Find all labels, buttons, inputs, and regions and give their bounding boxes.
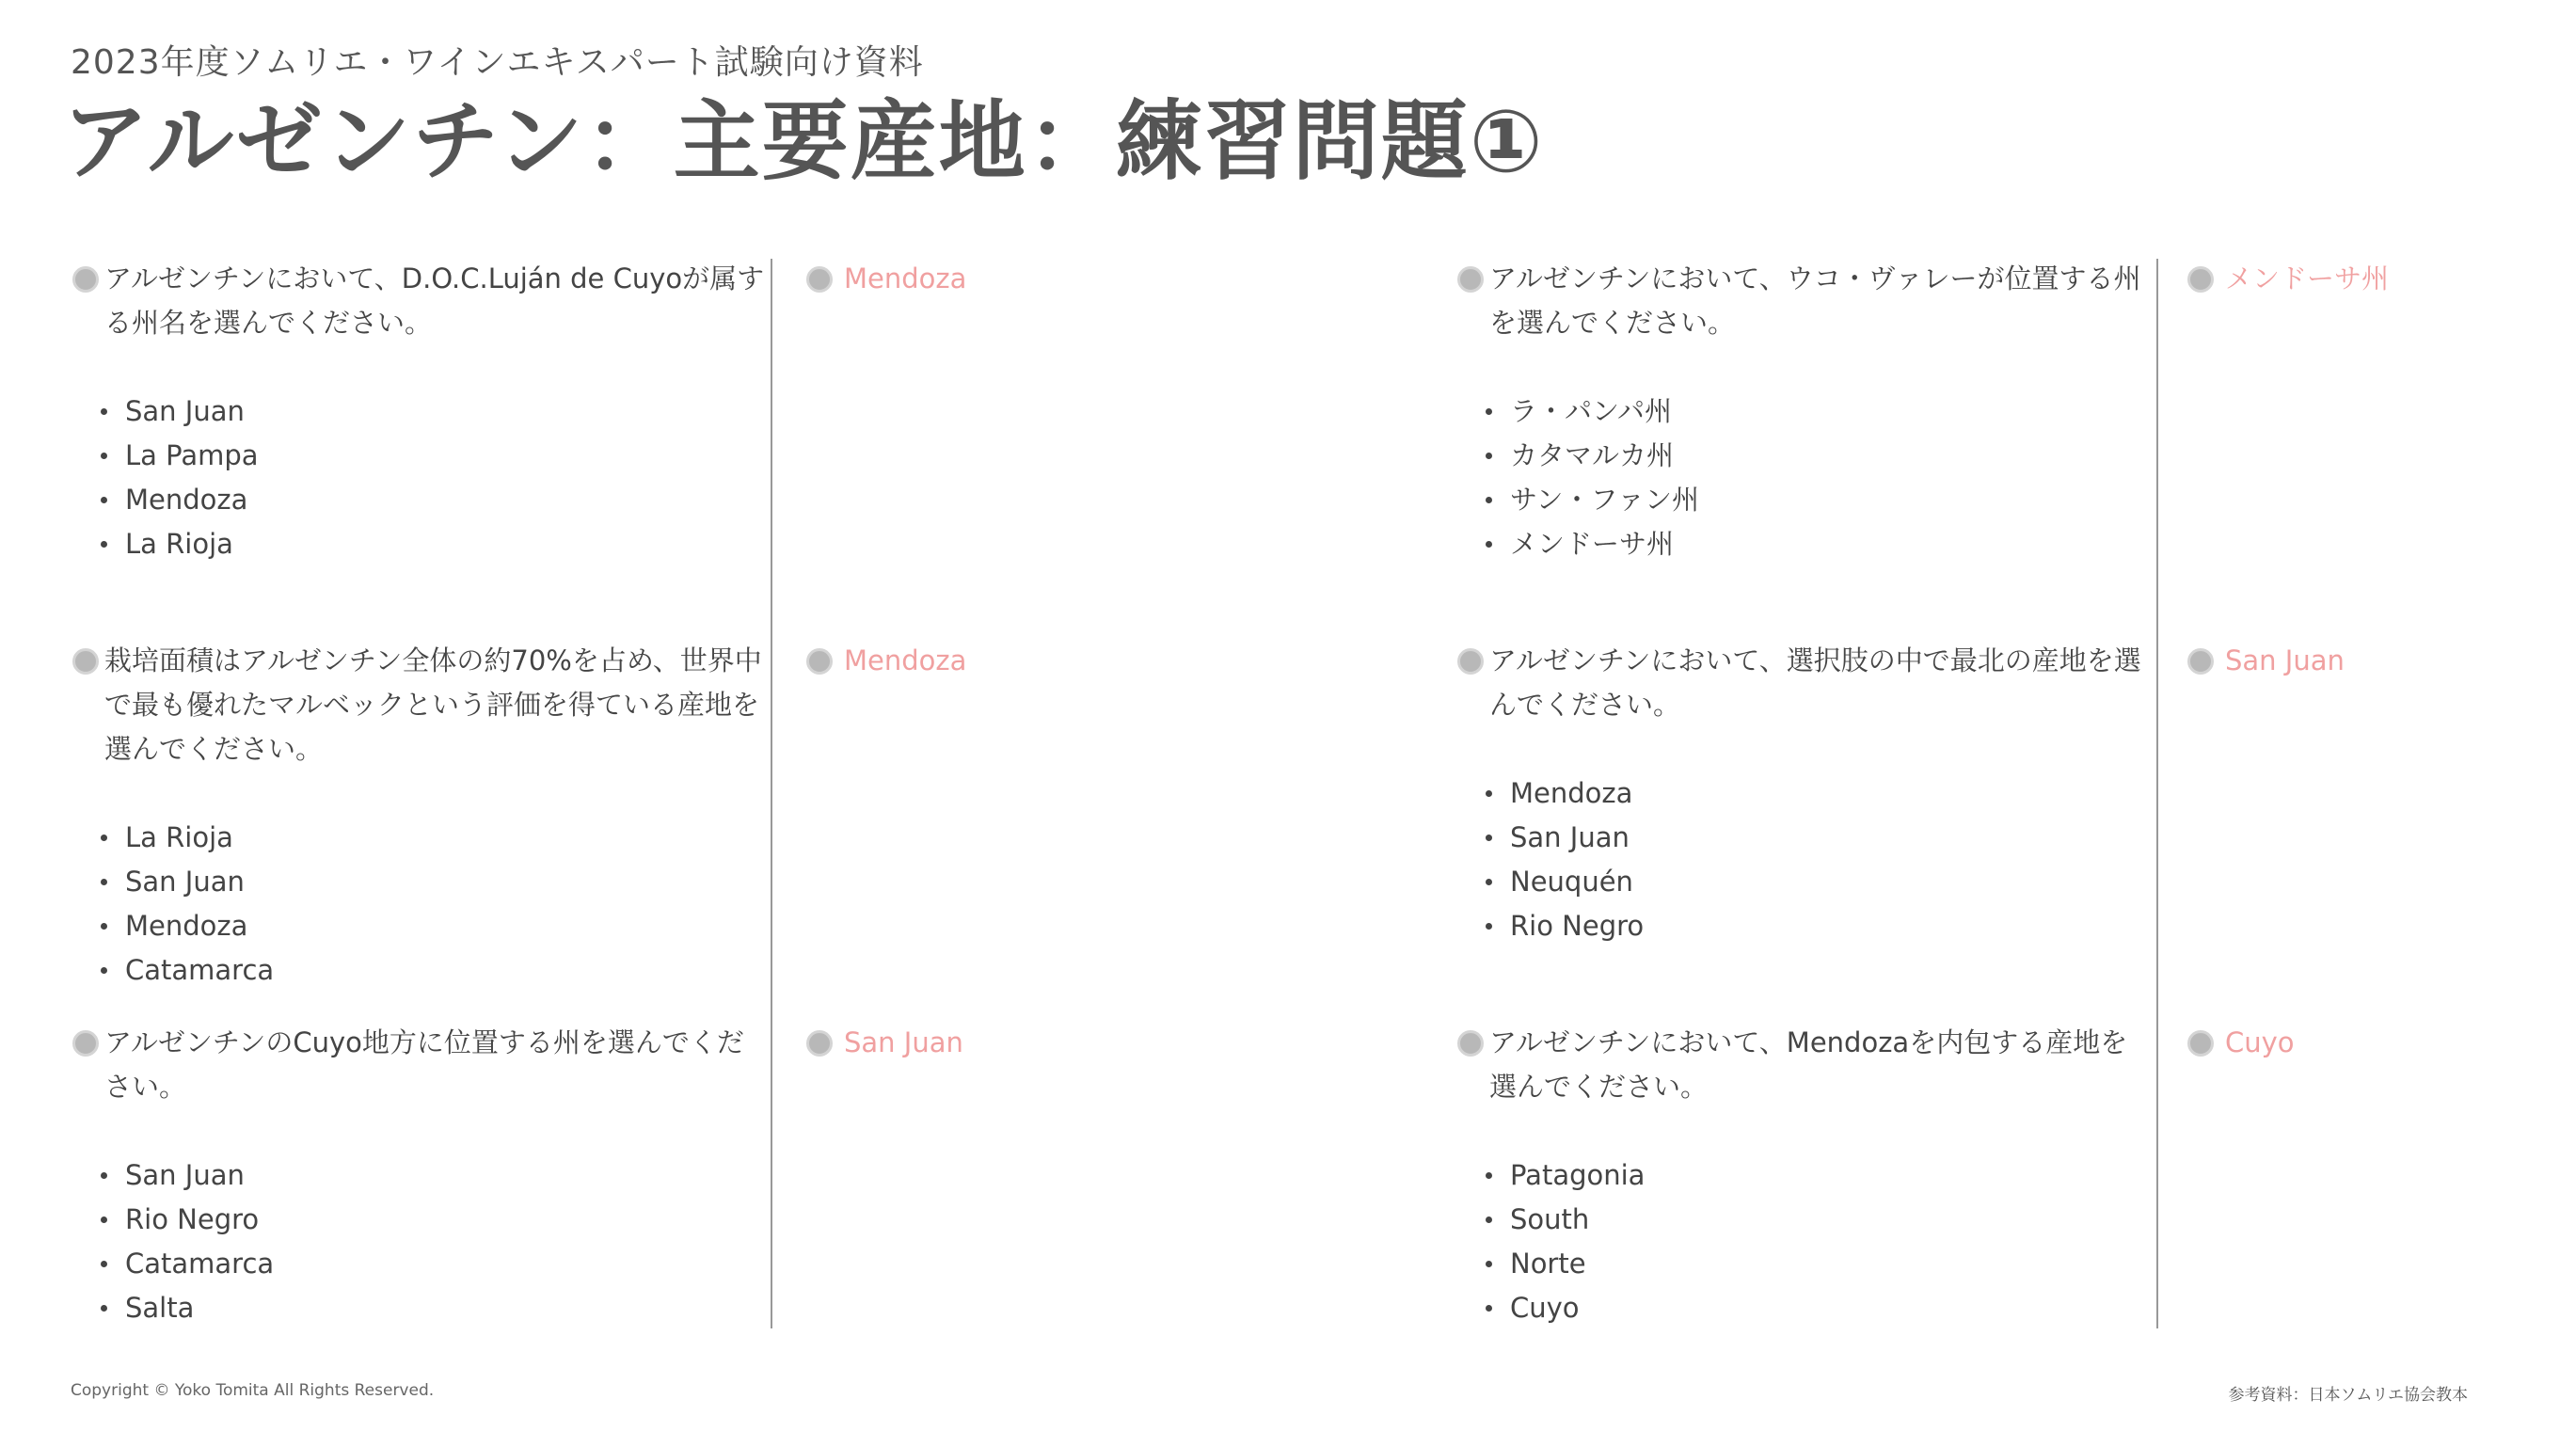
question-text: アルゼンチンにおいて、選択肢の中で最北の産地を選んでください。 [1489,644,2141,721]
option-label: Salta [125,1292,195,1324]
answer [2187,639,2345,683]
option-item [101,904,769,948]
option-item [101,816,769,860]
options-list [72,390,769,566]
question-marker-icon [72,648,99,675]
answer-text: Mendoza [844,262,967,294]
bullet-icon [101,1216,107,1223]
option-item [1486,390,2154,434]
question-text: アルゼンチンにおいて、D.O.C.Luján de Cuyoが属する州名を選んでください。 [104,262,765,339]
bullet-icon [101,1305,107,1312]
option-item [1486,434,2154,478]
bullet-icon [101,879,107,885]
bullet-icon [1486,1305,1492,1312]
option-item [101,390,769,434]
option-item [1486,478,2154,522]
options-list [1457,1153,2154,1330]
question-text: アルゼンチンにおいて、ウコ・ヴァレーが位置する州を選んでください。 [1489,262,2141,339]
question-marker-icon [1457,648,1484,675]
option-label: South [1510,1203,1590,1235]
copyright: Copyright © Yoko Tomita All Rights Reserved. [71,1381,435,1400]
question-block [72,257,769,566]
option-label: ラ・パンパ州 [1510,395,1672,427]
bullet-icon [101,408,107,415]
option-item [1486,816,2154,860]
bullet-icon [101,453,107,459]
option-label: Rio Negro [1510,910,1645,942]
bullet-icon [1486,497,1492,503]
option-label: La Rioja [125,821,233,853]
options-list [72,1153,769,1330]
answer [806,1021,963,1065]
answer-marker-icon [806,266,833,293]
answer-text: Cuyo [2225,1026,2295,1058]
answer [2187,1021,2295,1065]
bullet-icon [101,1172,107,1179]
question-text-wrap [1457,639,2154,727]
bullet-icon [101,835,107,841]
question-block [1457,639,2154,948]
option-label: メンドーサ州 [1510,528,1675,560]
question-block [1457,257,2154,566]
option-label: La Rioja [125,528,233,560]
answer-text: San Juan [844,1026,963,1058]
answer-marker-icon [2187,266,2214,293]
option-item [101,434,769,478]
option-label: Catamarca [125,954,275,986]
option-item [101,1242,769,1286]
option-label: Patagonia [1510,1159,1646,1191]
option-item [101,948,769,993]
option-item [101,1286,769,1330]
bullet-icon [1486,408,1492,415]
question-text-wrap [1457,1021,2154,1109]
column-divider-left [771,259,772,1328]
option-label: Cuyo [1510,1292,1580,1324]
bullet-icon [101,923,107,930]
option-item [1486,522,2154,566]
question-text-wrap [72,639,769,771]
options-list [72,816,769,993]
option-item [1486,1286,2154,1330]
page-subtitle: 2023年度ソムリエ・ワインエキスパート試験向け資料 [71,43,924,82]
answer-marker-icon [2187,1030,2214,1057]
option-item [1486,1198,2154,1242]
bullet-icon [1486,541,1492,548]
question-text: 栽培面積はアルゼンチン全体の約70%を占め、世界中で最も優れたマルベックという評価を得ている産地を選んでください。 [104,644,762,765]
question-block [72,639,769,993]
bullet-icon [1486,1172,1492,1179]
question-marker-icon [72,1030,99,1057]
bullet-icon [101,497,107,503]
option-label: Norte [1510,1248,1586,1280]
option-label: カタマルカ州 [1510,439,1675,471]
option-item [101,860,769,904]
question-text: アルゼンチンのCuyo地方に位置する州を選んでください。 [104,1026,744,1103]
options-list [1457,390,2154,566]
option-item [1486,1153,2154,1198]
option-label: San Juan [125,1159,245,1191]
option-item [101,1153,769,1198]
bullet-icon [101,1261,107,1267]
option-label: San Juan [125,866,245,898]
option-label: Mendoza [125,910,248,942]
options-list [1457,771,2154,948]
option-label: San Juan [125,395,245,427]
bullet-icon [1486,1261,1492,1267]
option-label: サン・ファン州 [1510,484,1699,516]
column-divider-right [2156,259,2158,1328]
bullet-icon [1486,453,1492,459]
answer [806,639,966,683]
question-marker-icon [72,266,99,293]
question-text-wrap [72,257,769,345]
answer-marker-icon [806,1030,833,1057]
option-item [101,478,769,522]
option-item [1486,1242,2154,1286]
answer [806,257,966,301]
option-label: Mendoza [125,484,248,516]
bullet-icon [1486,790,1492,797]
option-label: La Pampa [125,439,259,471]
question-block [72,1021,769,1330]
question-marker-icon [1457,266,1484,293]
question-text-wrap [1457,257,2154,345]
bullet-icon [1486,879,1492,885]
question-marker-icon [1457,1030,1484,1057]
option-label: Rio Negro [125,1203,260,1235]
option-label: San Juan [1510,821,1630,853]
option-item [1486,860,2154,904]
page-title: アルゼンチン：主要産地：練習問題① [62,91,1545,192]
answer-marker-icon [2187,648,2214,675]
option-item [101,522,769,566]
question-block [1457,1021,2154,1330]
option-label: Mendoza [1510,777,1633,809]
option-item [1486,771,2154,816]
answer-text: Mendoza [844,644,967,676]
bullet-icon [1486,923,1492,930]
option-item [101,1198,769,1242]
bullet-icon [1486,835,1492,841]
question-text-wrap [72,1021,769,1109]
answer-marker-icon [806,648,833,675]
bullet-icon [101,541,107,548]
answer-text: メンドーサ州 [2225,262,2390,294]
option-item [1486,904,2154,948]
bullet-icon [101,967,107,974]
question-text: アルゼンチンにおいて、Mendozaを内包する産地を選んでください。 [1489,1026,2128,1103]
bullet-icon [1486,1216,1492,1223]
option-label: Neuquén [1510,866,1633,898]
answer-text: San Juan [2225,644,2345,676]
reference: 参考資料：日本ソムリエ協会教本 [2228,1386,2468,1405]
option-label: Catamarca [125,1248,275,1280]
answer [2187,257,2389,301]
